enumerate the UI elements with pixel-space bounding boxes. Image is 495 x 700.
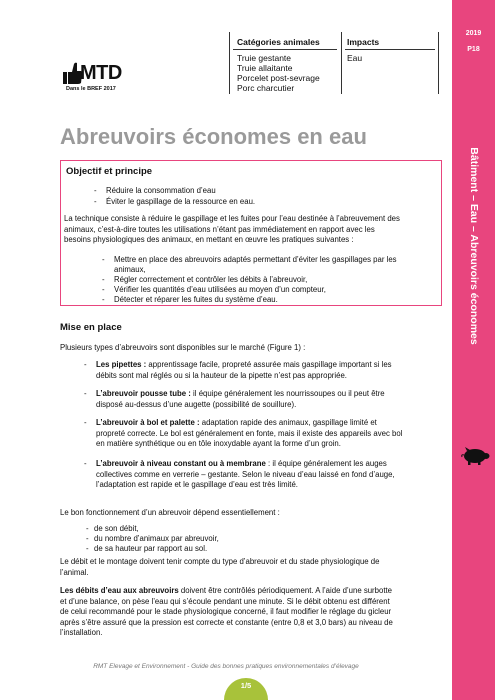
- sidebar-vertical-title: Bâtiment – Eau – Abreuvoirs économes: [468, 147, 480, 345]
- sidebar-year: 2019: [465, 30, 482, 37]
- page-title: Abreuvoirs économes en eau: [60, 124, 367, 149]
- logo-subtitle: Dans le BREF 2017: [66, 86, 116, 92]
- mise-heading: Mise en place: [60, 322, 122, 333]
- type-pousse-tube: - L’abreuvoir pousse tube : il équipe généralement les nourrissoupes ou il peut être disposé au-dessus d’une augette (possibilité de souillure).: [84, 389, 385, 409]
- depends-item: - de son débit,: [86, 524, 139, 533]
- sidebar-page-ref: P18: [467, 46, 480, 53]
- mise-intro: Plusieurs types d’abreuvoirs sont disponibles sur le marché (Figure 1) :: [60, 343, 306, 352]
- logo-brand: MTD: [80, 62, 122, 84]
- type-bol-palette: - L’abreuvoir à bol et palette : adaptation rapide des animaux, gaspillage limité et propreté correcte. Le bol est généralement en fonte, mais il existe des appareils avec bol en matière synthétique ou en tôle inoxydable ayant la forme d’un groin.: [84, 418, 403, 448]
- impacts-title: Impacts: [347, 37, 380, 47]
- category-item: Porcelet post-sevrage: [237, 73, 320, 83]
- pig-icon: [461, 446, 491, 466]
- header-divider-left: [229, 32, 230, 94]
- sidebar-month: Sept: [13, 12, 30, 19]
- objective-heading: Objectif et principe: [66, 166, 153, 177]
- impact-item: Eau: [347, 53, 363, 63]
- practice-item: - Détecter et réparer les fuites du système d’eau.: [102, 295, 278, 304]
- header-divider-mid: [341, 32, 342, 94]
- goal-item: - Éviter le gaspillage de la ressource en eau.: [94, 197, 256, 206]
- footer-text: RMT Elevage et Environnement - Guide des bonnes pratiques environnementales d’élevage: [93, 663, 359, 670]
- categories-underline: [233, 49, 337, 50]
- header-divider-right: [438, 32, 439, 94]
- impacts-underline: [345, 49, 435, 50]
- objective-intro: La technique consiste à réduire le gaspillage et les fuites pour l’eau destinée à l’abreuvement des animaux, c’est-à-dire toutes les utilisations n’étant pas immédiatement en rapport avec les besoins physiologiques des animaux, en mettant en œuvre les pratiques suivantes :: [64, 214, 400, 244]
- practice-item: - Vérifier les quantités d’eau utilisées au moyen d’un compteur,: [102, 285, 326, 294]
- type-pipettes: - Les pipettes : apprentissage facile, propreté assurée mais gaspillage important si les débits sont mal réglés ou si la hauteur de la pipette n’est pas appropriée.: [84, 360, 392, 380]
- type-niveau-constant: - L’abreuvoir à niveau constant ou à membrane : il équipe généralement les auges collectives comme en verrerie – gestante. Selon le niveau d’eau laissé en fond d’auge, l’adaptation est rapide et le gaspillage d’eau est très limité.: [84, 459, 395, 489]
- sidebar-band: [452, 0, 495, 700]
- choice-paragraph: Le débit et le montage doivent tenir compte du type d’abreuvoir et du stade physiologique de l’animal.: [60, 557, 380, 577]
- category-item: Truie allaitante: [237, 63, 293, 73]
- page-number: 1/5: [240, 681, 252, 690]
- practice-item: - Régler correctement et contrôler les débits à l’abreuvoir,: [102, 275, 308, 284]
- depends-item: - du nombre d’animaux par abreuvoir,: [86, 534, 219, 543]
- debits-paragraph: Les débits d’eau aux abreuvoirs doivent être contrôlés périodiquement. A l’aide d’une surbotte et d’une balance, on pèse l’eau qui s’écoule pendant une minute. Si le débit obtenu est différent de celui recommandé pour le stade physiologique concerné, il faut modifier le réglage du gicleur après s’être assuré que la pression est correcte et constante (entre 0,8 et 3,0 bars) au niveau de l’installation.: [60, 586, 393, 637]
- category-item: Truie gestante: [237, 53, 292, 63]
- depends-item: - de sa hauteur par rapport au sol.: [86, 544, 208, 553]
- practice-item: - Mettre en place des abreuvoirs adaptés permettant d’éviter les gaspillages par les animaux,: [102, 255, 397, 274]
- category-item: Porc charcutier: [237, 83, 295, 93]
- categories-title: Catégories animales: [237, 37, 320, 47]
- goal-item: - Réduire la consommation d’eau: [94, 186, 216, 195]
- depends-intro: Le bon fonctionnement d’un abreuvoir dépend essentiellement :: [60, 508, 280, 517]
